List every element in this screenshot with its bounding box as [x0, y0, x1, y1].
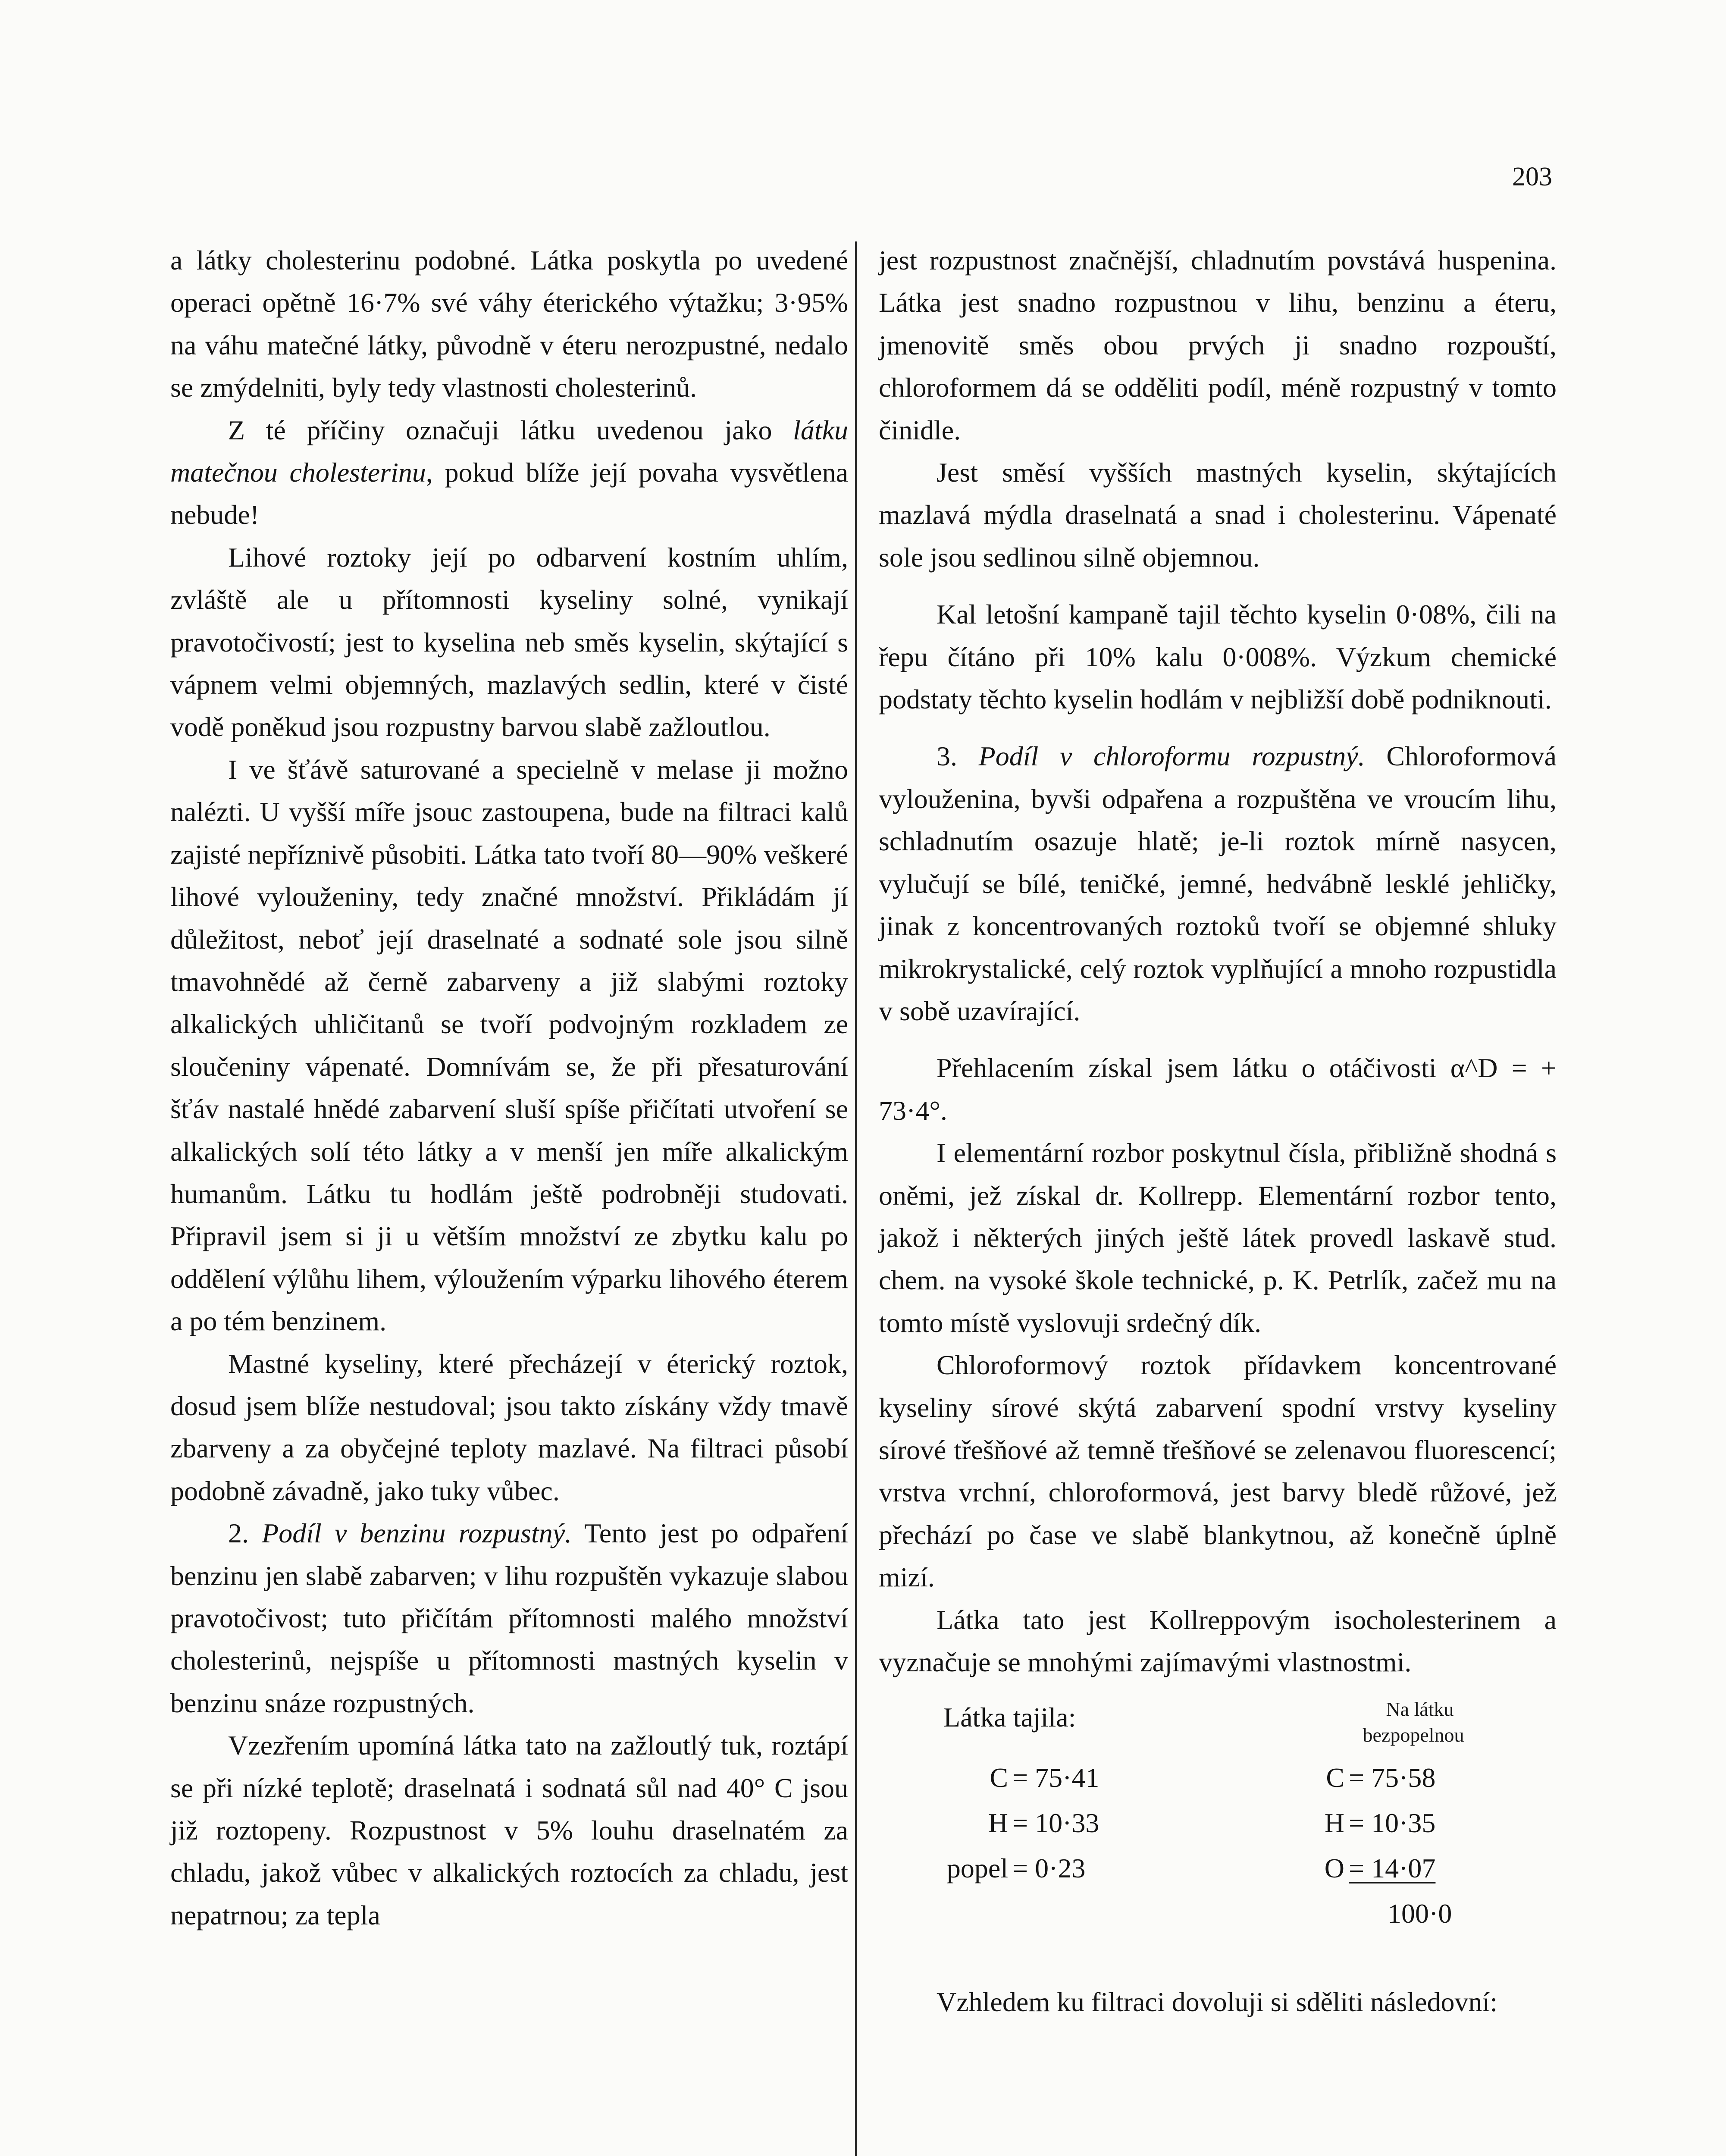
analysis-row: popel = 0·23 [946, 1853, 1086, 1884]
column-divider [855, 241, 857, 2156]
closing-paragraph: Vzhledem ku filtraci dovoluji si sděliti následovní: [937, 1987, 1498, 2018]
analysis-row: H = 10·33 [988, 1808, 1100, 1839]
paragraph: I ve šťávě saturované a specielně v melase ji možno nalézti. U vyšší míře jsouc zastoupena, bude na filtraci kalů zajisté nepříznivě působiti. Látka tato tvoří 80—90% veškeré lihové vylouženiny, tedy značné množství. Přikládám jí důležitost, neboť její draselnaté a sodnaté sole jsou silně tmavohnědé až černě zabarveny a již slabými roztoky alkalických uhličitanů se tvoří podvojným rozkladem ze sloučeniny vápenaté. Domnívám se, že při přesaturování šťáv nastalé hnědé zabarvení sluší spíše přičítati utvoření se alkalických solí této látky a v menší jen míře alkalickým humanům. Látku tu hodlám ještě podrobněji studovati. Připravil jsem si ji u větším množství ze zbytku kalu po oddělení výlůhu lihem, výloužením výparku lihového éterem a po tém benzinem. [170, 754, 848, 1337]
section-heading: Podíl v chloroformu rozpustný. [978, 741, 1365, 772]
paragraph: Z té příčiny označuji látku uvedenou jako látku matečnou cholesterinu, pokud blíže její povaha vysvětlena nebude! [170, 414, 849, 530]
paragraph: 3. Podíl v chloroformu rozpustný. Chloroformová vylouženina, byvši odpařena a rozpuštěna ve vroucím lihu, schladnutím osazuje hlatě; je-li roztok mírně nasycen, vylučují se bílé, teničké, jemné, hedvábně lesklé jehličky, jinak z koncentrovaných roztoků tvoří se objemné shluky mikrokrystalické, celý roztok vyplňující a mnoho rozpustidla v sobě uzavírající. [879, 741, 1557, 1026]
analysis-right-header-sub: bezpopelnou [1363, 1724, 1464, 1746]
paragraph: Chloroformový roztok přídavkem koncentrované kyseliny sírové skýtá zabarvení spodní vrstvy kyseliny sírové třešňové až temně třešňové se zelenavou fluorescencí; vrstva vrchní, chloroformová, jest barvy bledě růžové, jež přechází po čase ve slabě blankytnou, až konečně úplně mizí. [879, 1350, 1557, 1593]
analysis-row: C = 75·41 [990, 1762, 1100, 1793]
paragraph: Přehlacením získal jsem látku o otáčivosti α^D = + 73·4°. [879, 1053, 1557, 1126]
analysis-right-header: Na látku [1386, 1698, 1454, 1720]
left-column [170, 239, 848, 2156]
analysis-row: H = 10·35 [1324, 1808, 1436, 1839]
paragraph: a látky cholesterinu podobné. Látka poskytla po uvedené operaci opětně 16·7% své váhy éterického výtažku; 3·95% na váhu matečné látky, původně v éteru nerozpustné, nedalo se zmýdelniti, byly tedy vlastnosti cholesterinů. [170, 245, 848, 403]
paragraph: jest rozpustnost značnější, chladnutím povstává huspenina. Látka jest snadno rozpustnou v lihu, benzinu a éteru, jmenovitě směs obou prvých ji snadno rozpouští, chloroformem dá se odděliti podíl, méně rozpustný v tomto činidle. [879, 245, 1557, 445]
paragraph: Kal letošní kampaně tajil těchto kyselin 0·08%, čili na řepu čítáno při 10% kalu 0·008%. Výzkum chemické podstaty těchto kyselin hodlám v nejbližší době podniknouti. [879, 599, 1557, 715]
section-heading: Podíl v benzinu rozpustný. [262, 1518, 572, 1549]
analysis-row: C = 75·58 [1326, 1762, 1436, 1793]
page-number: 203 [1512, 162, 1552, 191]
paragraph: Jest směsí vyšších mastných kyselin, skýtajících mazlavá mýdla draselnatá a snad i cholesterinu. Vápenaté sole jsou sedlinou silně objemnou. [879, 457, 1557, 573]
italic-term: látku matečnou cholesterinu [170, 414, 848, 488]
paragraph: Lihové roztoky její po odbarvení kostním uhlím, zvláště ale u přítomnosti kyseliny solné, vynikají pravotočivostí; jest to kyselina neb směs kyselin, skýtající s vápnem velmi objemných, mazlavých sedlin, které v čisté vodě poněkud jsou rozpustny barvou slabě zažloutlou. [170, 542, 848, 743]
paragraph: Látka tato jest Kollreppovým isocholesterinem a vyznačuje se mnohými zajímavými vlastnostmi. [879, 1604, 1557, 1677]
right-column [879, 239, 1557, 2156]
analysis-left-header: Látka tajila: [943, 1702, 1076, 1733]
analysis-row: O = 14·07 [1324, 1853, 1436, 1884]
paragraph: 2. Podíl v benzinu rozpustný. Tento jest po odpaření benzinu jen slabě zabarven; v lihu rozpuštěn vykazuje slabou pravotočivost; tuto přičítám přítomnosti malého množství cholesterinů, nejspíše u přítomnosti mastných kyselin v benzinu snáze rozpustných. [170, 1518, 848, 1718]
analysis-total: 100·0 [1388, 1898, 1452, 1929]
paragraph: Mastné kyseliny, které přecházejí v éterický roztok, dosud jsem blíže nestudoval; jsou takto získány vždy tmavě zbarveny a za obyčejné teploty mazlavé. Na filtraci působí podobně závadně, jako tuky vůbec. [170, 1348, 848, 1506]
elemental-analysis [879, 1696, 1557, 1981]
paragraph: Vzezřením upomíná látka tato na zažloutlý tuk, roztápí se při nízké teplotě; draselnatá i sodnatá sůl nad 40° C jsou již roztopeny. Rozpustnost v 5% louhu draselnatém za chladu, jakož vůbec v alkalických roztocích za chladu, jest nepatrnou; za tepla [170, 1730, 848, 1930]
paragraph: I elementární rozbor poskytnul čísla, přibližně shodná s oněmi, jež získal dr. Kollrepp. Elementární rozbor tento, jakož i některých jiných ještě látek provedl laskavě stud. chem. na vysoké škole technické, p. K. Petrlík, začež mu na tomto místě vyslovuji srdečný dík. [879, 1138, 1557, 1338]
